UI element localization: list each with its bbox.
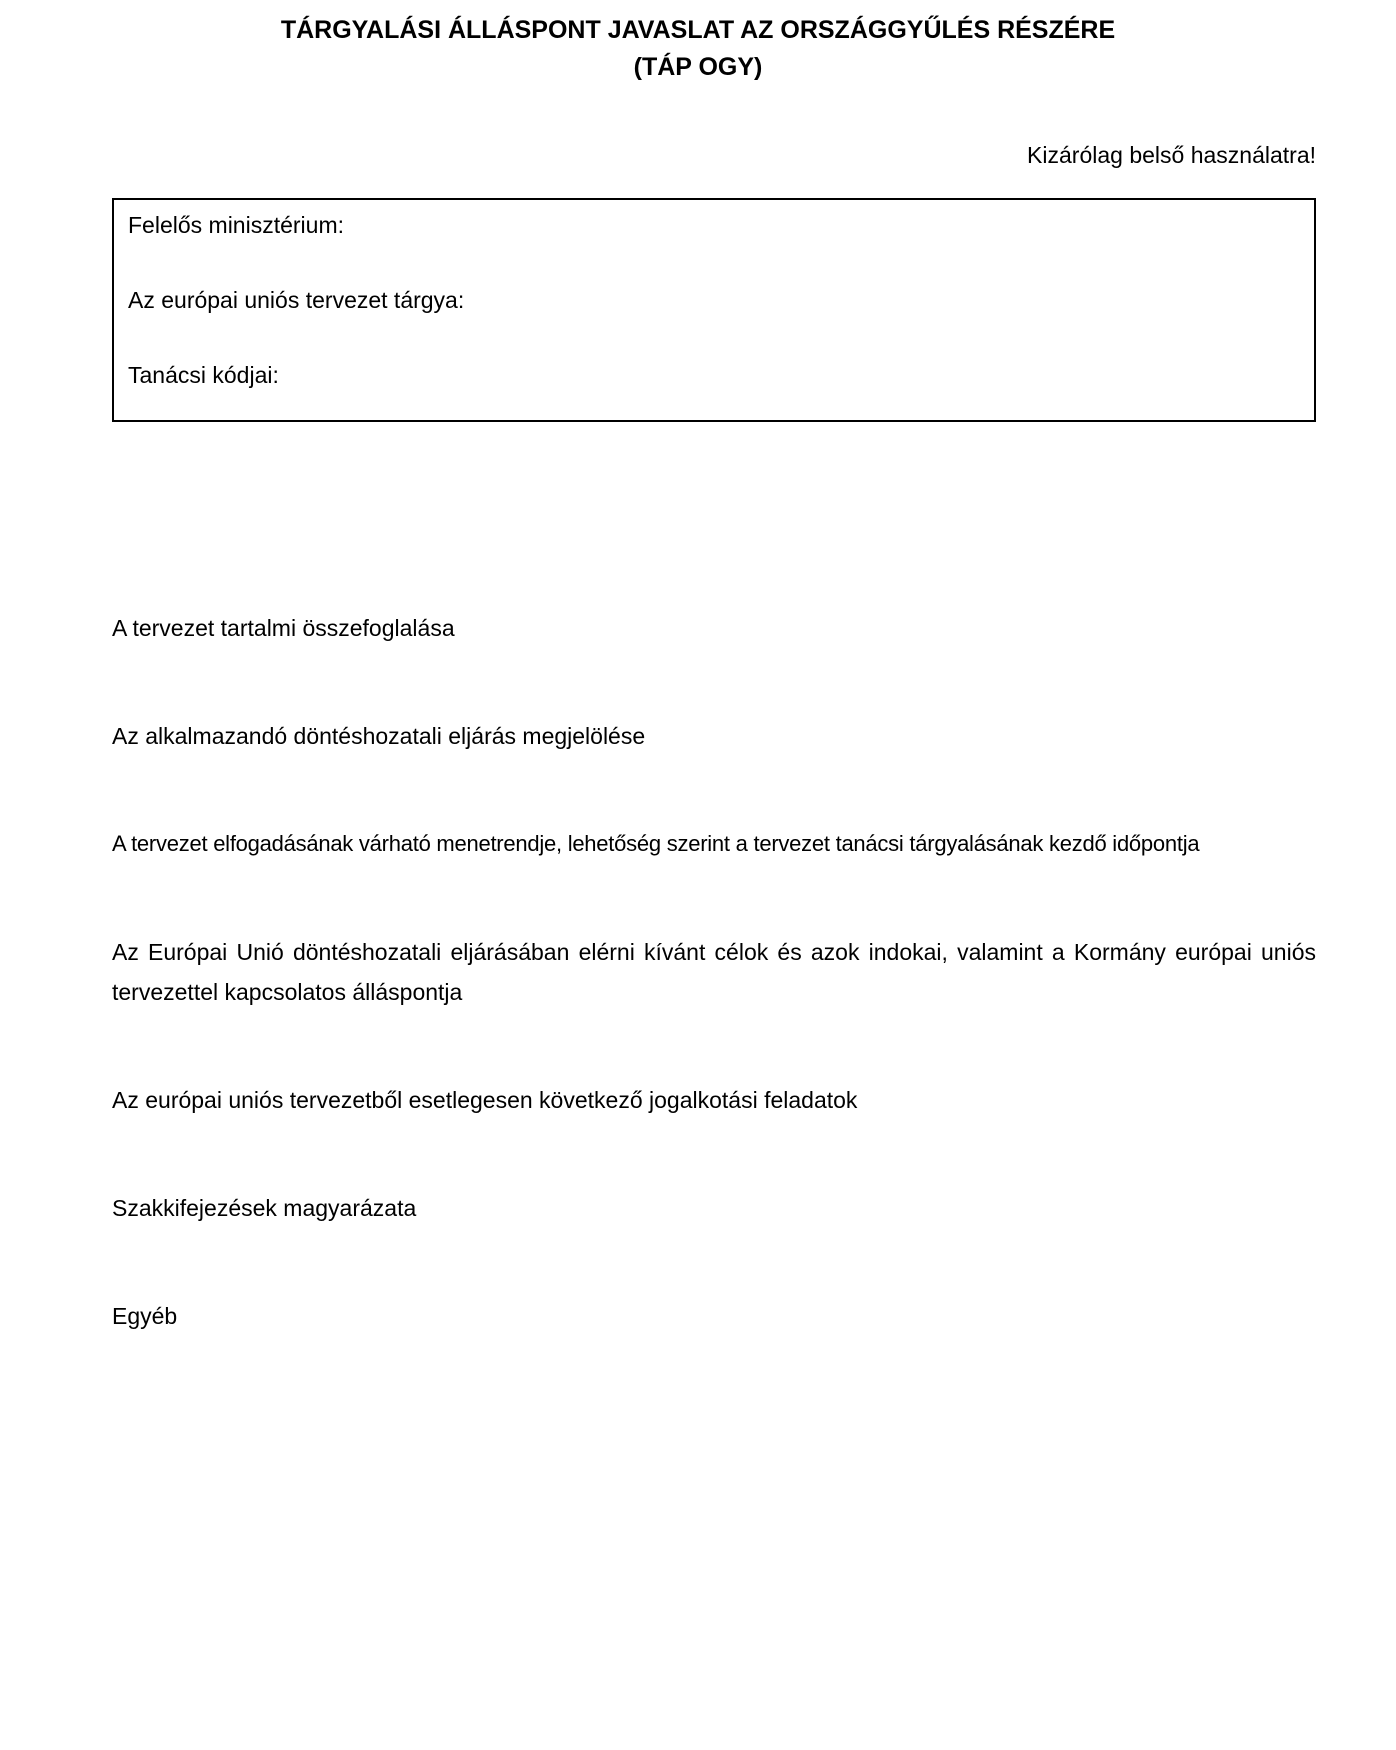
field-label-council-codes: Tanácsi kódjai:	[128, 362, 279, 388]
document-header	[0, 0, 1396, 86]
section-heading-terminology-explanation: Szakkifejezések magyarázata	[112, 1195, 417, 1221]
section-heading-content-summary: A tervezet tartalmi összefoglalása	[112, 615, 455, 641]
field-label-responsible-ministry: Felelős minisztérium:	[128, 212, 344, 238]
confidentiality-note: Kizárólag belső használatra!	[1027, 142, 1316, 168]
section-heading-adoption-schedule: A tervezet elfogadásának várható menetrendje, lehetőség szerint a tervezet tanácsi tárgyalásának kezdő időpontja	[112, 831, 1200, 856]
section-heading-decision-procedure: Az alkalmazandó döntéshozatali eljárás megjelölése	[112, 723, 646, 749]
section-heading-legislative-tasks: Az európai uniós tervezetből esetlegesen következő jogalkotási feladatok	[112, 1087, 858, 1113]
section-heading-goals-and-government-position: Az Európai Unió döntéshozatali eljárásában elérni kívánt célok és azok indokai, valamint a Kormány európai uniós tervezettel kapcsolatos álláspontja	[112, 939, 1316, 1005]
info-box	[112, 198, 1316, 422]
document-title: TÁRGYALÁSI ÁLLÁSPONT JAVASLAT AZ ORSZÁGGYŰLÉS RÉSZÉRE	[280, 16, 1116, 44]
field-label-eu-draft-subject: Az európai uniós tervezet tárgya:	[128, 287, 465, 313]
document-subtitle: (TÁP OGY)	[633, 53, 763, 81]
section-heading-other: Egyéb	[112, 1303, 178, 1329]
